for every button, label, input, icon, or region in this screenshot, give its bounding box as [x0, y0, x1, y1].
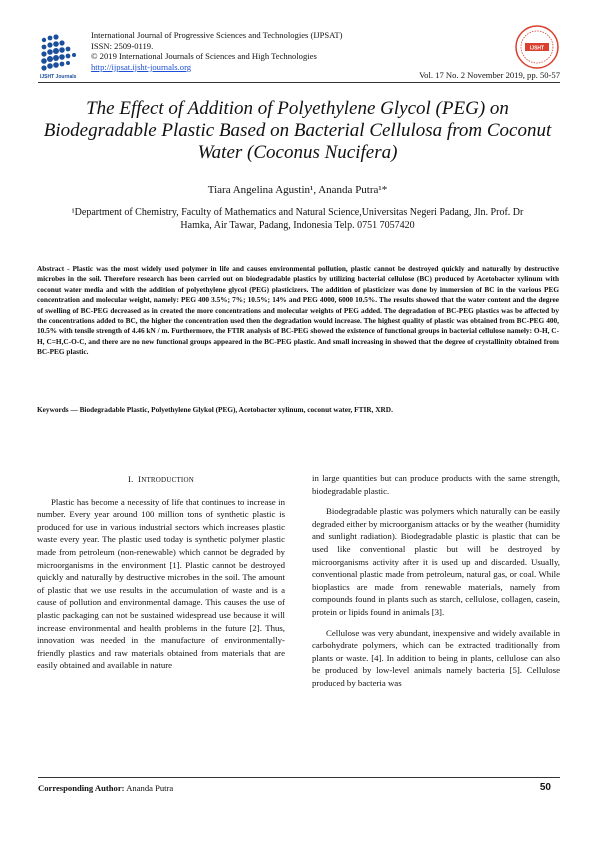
journal-header	[38, 24, 560, 80]
keywords: Keywords — Biodegradable Plastic, Polyethylene Glykol (PEG), Acetobacter xylinum, coconut water, FTIR, XRD.	[37, 405, 393, 414]
copyright: © 2019 International Journals of Sciences and High Technologies	[91, 51, 317, 62]
section-heading: I. INTRODUCTION	[128, 474, 194, 484]
journal-name: International Journal of Progressive Sciences and Technologies (IJPSAT)	[91, 30, 343, 40]
logo-caption: IJSHT Journals	[40, 74, 77, 80]
right-column	[312, 472, 560, 698]
seal-icon	[514, 24, 560, 70]
abstract: Abstract - Plastic was the most widely used polymer in life and causes environmental pollution, plastic cannot be destroyed quickly and naturally by destructive microbes in the soil. Therefore research has been carried out on biodegradable plastics by utilizing bacterial cellulose (BC) produced by Acetobacter xylinum with coconut water media and with the addition of polyethylene glycol (PEG) plasticizers. The addition of plasticizer was done by immersion of BC in the various PEG concentration and molecular weight, namely: PEG 400 3.5%; 7%; 10.5%; 14% and PEG 4000, 6000 10.5%. The results showed that the water content and the degree of swelling of BC-PEG decreased as in created the more concentrations and molecular weights of PEG added. The degradation of BC-PEG plastics was be affected by the concentrations added to BC, the higher the concentration used then the degradation would increase. The highest quality of plastic was obtained from BC-PEG 400, 10.5% with tensile strength of 4.46 kN / m. Furthermore, the FTIR analysis of BC-PEG showed the existence of functional groups in bacterial cellulose namely: O-H, C-H, C=H,C-O-C, and there are no new functional groups appeared in the BC-PEG plastic. And small increasing in showed that the degree of crystallinity obtained from BC-PEG plastic.	[37, 264, 559, 357]
paragraph: Cellulose was very abundant, inexpensive and widely available in carbohydrate polymers, which can be extracted traditionally from plants or waste. [4]. In addition to being in plants, cellulose can also be produced by low-level animals namely bacteria [5]. Cellulose produced by bacteria was	[312, 627, 560, 688]
journal-logo-icon	[38, 30, 86, 78]
footer-divider	[38, 777, 560, 778]
left-column	[37, 473, 285, 680]
journal-info	[91, 30, 343, 72]
corresponding-author: Corresponding Author: Ananda Putra	[38, 783, 174, 793]
journal-url-link[interactable]: http://ijpsat.ijsht-journals.org	[91, 61, 192, 72]
header-divider	[38, 82, 560, 83]
issn: ISSN: 2509-0119.	[91, 40, 154, 51]
paragraph: in large quantities but can produce products with the same strength, biodegradable plastic.	[312, 473, 560, 496]
volume-info: Vol. 17 No. 2 November 2019, pp. 50-57	[419, 70, 560, 80]
paper-title: The Effect of Addition of Polyethylene Glycol (PEG) on Biodegradable Plastic Based on Bacterial Cellulosa from Coconut Water (Coconus Nucifera)	[43, 98, 552, 163]
paragraph: Biodegradable plastic was polymers which naturally can be easily degraded either by microorganism attacks or by the weather (humidity and sunlight radiation). Biodegradable plastic is plastic that can be used like conventional plastic but will be destroyed by microorganisms activity after it is used up and discarded. Usually, conventional plastic made from petroleum, natural gas, or coal. While bioplastics are made from renewable materials, namely from compounds found in plants such as starch, cellulose, collagen, casein, protein or lipids found in animals [3].	[312, 506, 560, 617]
paragraph: Plastic has become a necessity of life that continues to increase in number. Every year around 100 million tons of synthetic plastic is produced for use in various industrial sectors which increases plastic waste every year. The plastic used today is synthetic polymer plastic made from petroleum (non-renewable) which cannot be degraded by microorganisms in the environment [1]. Plastic cannot be destroyed quickly and naturally by destructive microbes in the soil. The amount of plastic that we use results in the accumulation of waste and is a cause of pollution and environmental damage. This causes the use of plastic packaging can not be sustained widespread use because it will increase environmental and health problems in the future [2]. Thus, innovation was needed in the manufacture of environmentally-friendly plastics and raw materials obtained from materials that are easily obtained and available in nature	[37, 496, 285, 671]
seal-text: IJSHT	[529, 45, 545, 52]
affiliation: ¹Department of Chemistry, Faculty of Mathematics and Natural Science,Universitas Negeri Padang, Jln. Prof. Dr Hamka, Air Tawar, Padang, Indonesia Telp. 0751 7057420	[71, 207, 524, 231]
page-number: 50	[539, 782, 551, 793]
authors: Tiara Angelina Agustin¹, Ananda Putra¹*	[207, 184, 388, 196]
